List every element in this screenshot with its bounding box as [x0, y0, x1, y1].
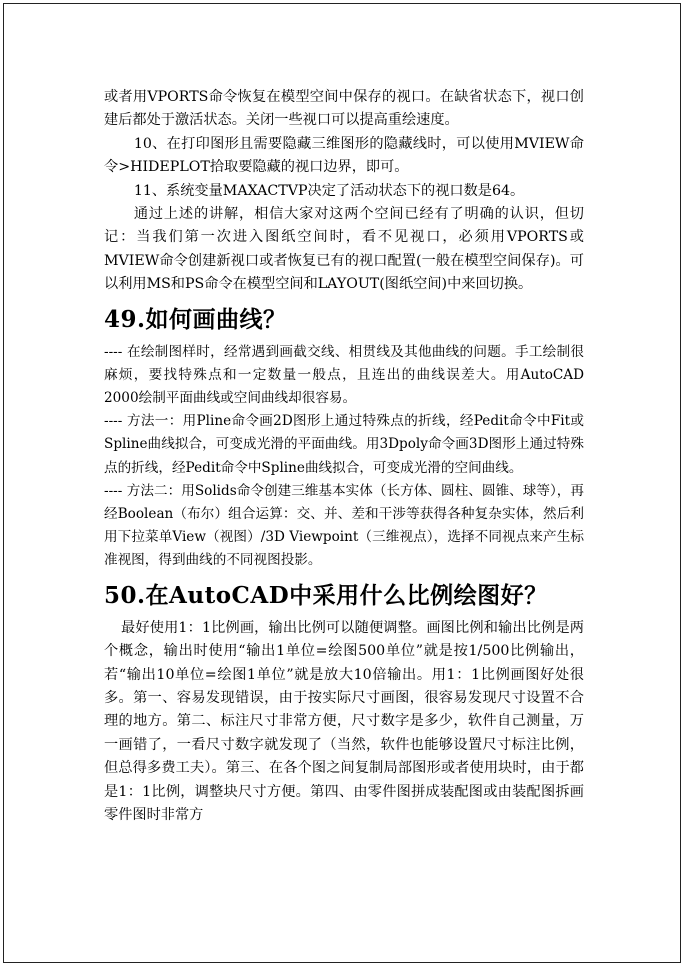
- paragraph-vports-restore: 或者用VPORTS命令恢复在模型空间中保存的视口。在缺省状态下，视口创建后都处于激活状态。关闭一些视口可以提高重绘速度。: [104, 89, 584, 129]
- document-body: [104, 86, 584, 827]
- section-49-paragraph-method-2: ---- 方法二：用Solids命令创建三维基本实体（长方体、圆柱、圆锥、球等），再经Boolean（布尔）组合运算：交、并、差和干涉等获得各种复杂实体，然后利用下拉菜单View（视图）/3D Viewpoint（三维视点），选择不同视点来产生标准视图，得到曲线的不同视图投影。: [104, 482, 584, 569]
- paragraph-summary: 通过上述的讲解，相信大家对这两个空间已经有了明确的认识，但切记：当我们第一次进入图纸空间时，看不见视口，必须用VPORTS或MVIEW命令创建新视口或者恢复已有的视口配置(一般在模型空间保存)。可以利用MS和PS命令在模型空间和LAYOUT(图纸空间)中来回切换。: [104, 206, 584, 293]
- section-49-paragraph-intro: ---- 在绘制图样时，经常遇到画截交线、相贯线及其他曲线的问题。手工绘制很麻烦，要找特殊点和一定数量一般点，且连出的曲线误差大。用AutoCAD 2000绘制平面曲线或空间曲线却很容易。: [104, 343, 584, 407]
- section-49-paragraph-method-1: ---- 方法一：用Pline命令画2D图形上通过特殊点的折线，经Pedit命令中Fit或Spline曲线拟合，可变成光滑的平面曲线。用3Dpoly命令画3D图形上通过特殊点的折线，经Pedit命令中Spline曲线拟合，可变成光滑的空间曲线。: [104, 413, 584, 476]
- section-50-paragraph: 最好使用1：1比例画，输出比例可以随便调整。画图比例和输出比例是两个概念，输出时使用“输出1单位=绘图500单位”就是按1/500比例输出，若“输出10单位=绘图1单位”就是放大10倍输出。用1：1比例画图好处很多。第一、容易发现错误，由于按实际尺寸画图，很容易发现尺寸设置不合理的地方。第二、标注尺寸非常方便，尺寸数字是多少，软件自己测量，万一画错了，一看尺寸数字就发现了（当然，软件也能够设置尺寸标注比例，但总得多费工夫）。第三、在各个图之间复制局部图形或者使用块时，由于都是1：1比例，调整块尺寸方便。第四、由零件图拼成装配图或由装配图拆画零件图时非常方: [104, 619, 584, 823]
- paragraph-item-11: 11、系统变量MAXACTVP决定了活动状态下的视口数是64。: [133, 182, 525, 199]
- section-50-title: 50.在AutoCAD中采用什么比例绘图好？: [104, 581, 548, 609]
- section-49-title: 49.如何画曲线？: [104, 305, 287, 333]
- paragraph-item-10: 10、在打印图形且需要隐藏三维图形的隐藏线时，可以使用MVIEW命令>HIDEPLOT拾取要隐藏的视口边界，即可。: [104, 135, 584, 176]
